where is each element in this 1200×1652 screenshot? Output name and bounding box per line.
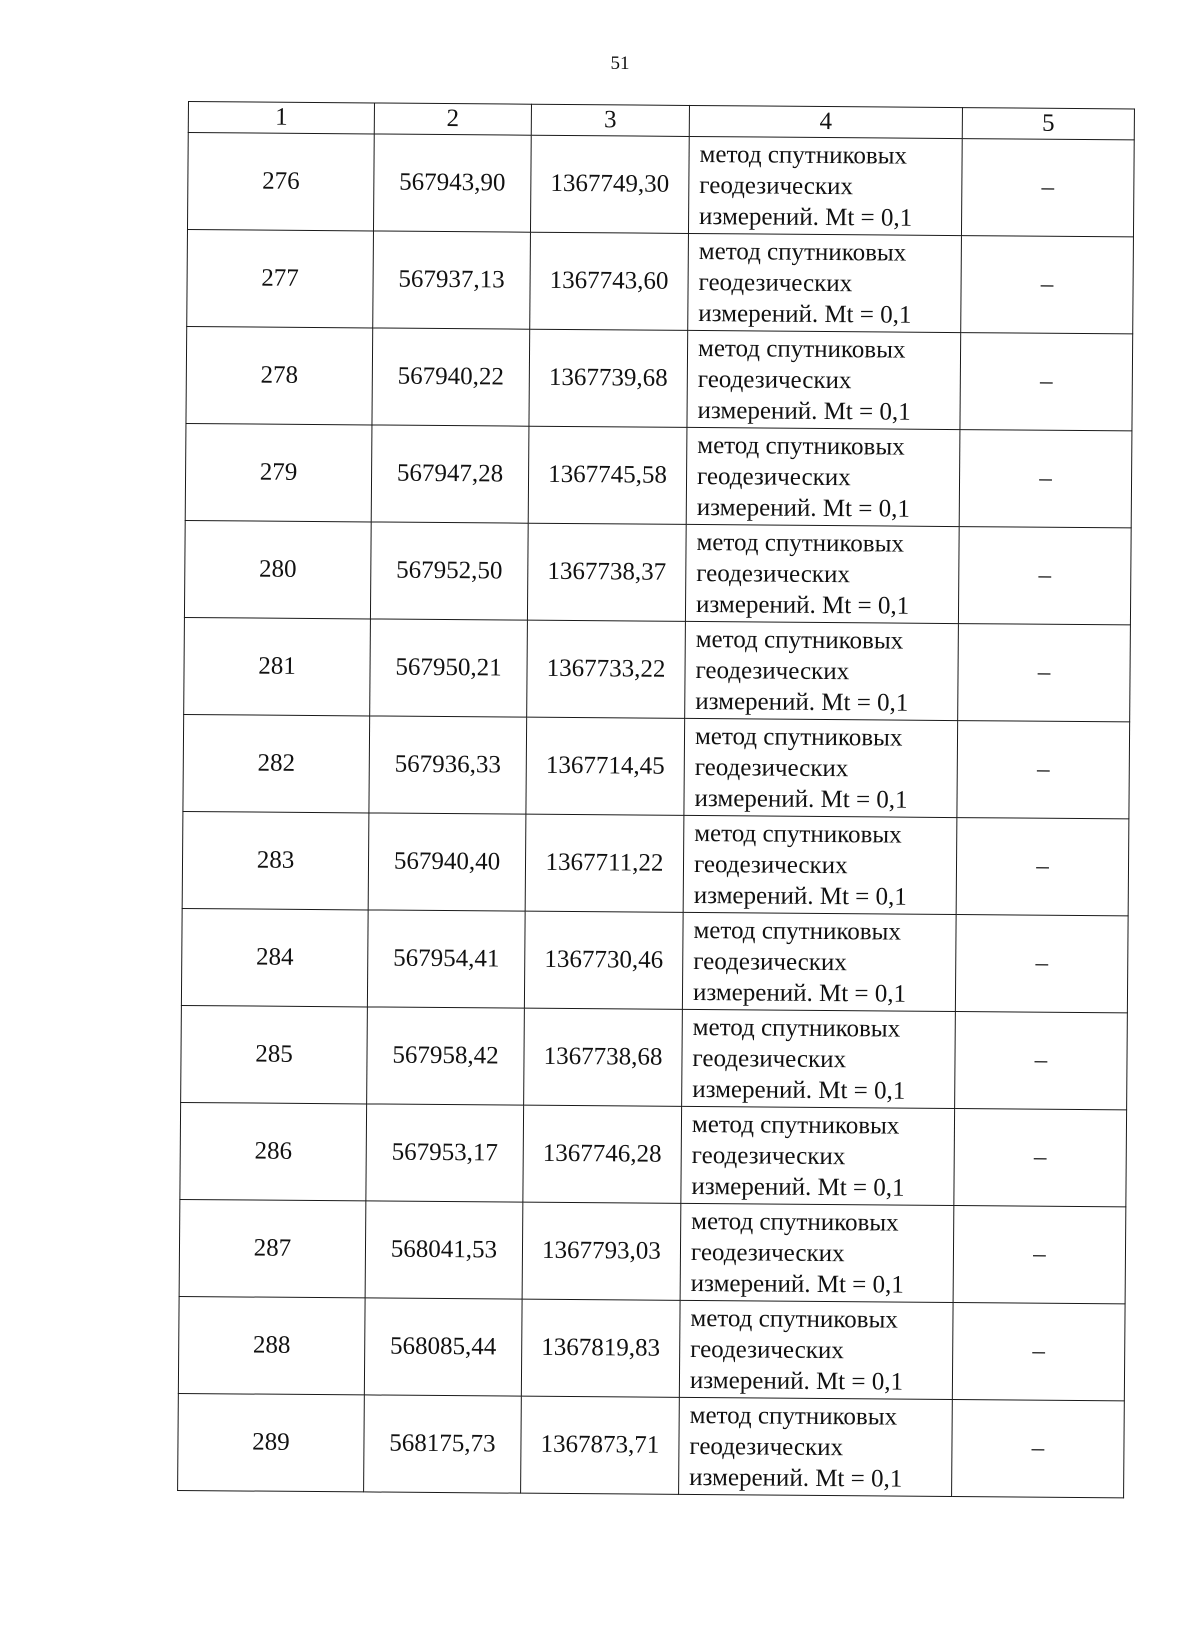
coordinate-y-cell: 1367793,03 [522, 1202, 681, 1300]
point-number-cell: 283 [182, 811, 369, 909]
coordinates-table-wrapper [177, 101, 1134, 1498]
note-cell: – [959, 430, 1132, 528]
method-cell [686, 427, 960, 526]
table-row [180, 1102, 1127, 1206]
method-line: измерений. Mt = 0,1 [696, 493, 911, 523]
method-line: измерений. Mt = 0,1 [692, 1075, 906, 1105]
method-line: геодезических [696, 462, 851, 491]
point-number-cell: 285 [181, 1005, 368, 1103]
method-line: измерений. Mt = 0,1 [690, 1269, 904, 1299]
table-row [178, 1393, 1125, 1497]
coordinate-y-cell: 1367714,45 [526, 717, 685, 815]
method-line: геодезических [697, 365, 852, 394]
point-number-cell: 280 [184, 520, 371, 618]
table-row [181, 1005, 1128, 1109]
coordinate-y-cell: 1367739,68 [529, 329, 688, 427]
point-number-cell: 284 [181, 908, 368, 1006]
coordinate-y-cell: 1367743,60 [530, 232, 689, 330]
coordinate-x-cell: 567954,41 [367, 910, 525, 1008]
note-cell: – [955, 1012, 1128, 1110]
point-number-cell: 278 [186, 326, 373, 424]
method-line: измерений. Mt = 0,1 [695, 687, 909, 717]
method-line: метод спутниковых [692, 1013, 901, 1043]
header-col-5: 5 [962, 108, 1134, 140]
method-cell [682, 1009, 956, 1108]
point-number-cell: 281 [184, 617, 371, 715]
method-line: геодезических [698, 268, 853, 297]
method-line: метод спутниковых [691, 1110, 900, 1140]
point-number-cell: 276 [187, 133, 374, 231]
method-line: метод спутниковых [697, 334, 906, 364]
method-line: геодезических [690, 1335, 844, 1364]
method-cell [682, 912, 956, 1011]
coordinate-y-cell: 1367749,30 [530, 135, 689, 233]
table-body [178, 133, 1135, 1498]
method-line: метод спутниковых [696, 528, 905, 558]
note-cell: – [961, 139, 1134, 237]
method-line: геодезических [689, 1432, 844, 1461]
table-row [185, 423, 1132, 527]
point-number-cell: 289 [178, 1393, 365, 1491]
method-line: измерений. Mt = 0,1 [695, 590, 910, 620]
table-row [187, 133, 1134, 237]
coordinate-x-cell: 567937,13 [373, 231, 531, 329]
coordinate-x-cell: 567936,33 [369, 716, 527, 814]
method-line: геодезических [692, 1044, 847, 1073]
method-cell [685, 621, 959, 720]
coordinate-y-cell: 1367873,71 [521, 1396, 680, 1494]
note-cell: – [952, 1400, 1125, 1498]
method-cell [680, 1203, 954, 1302]
table-row [183, 714, 1130, 818]
method-line: измерений. Mt = 0,1 [693, 881, 907, 911]
method-line: геодезических [699, 171, 854, 200]
method-cell [688, 136, 962, 235]
note-cell: – [961, 236, 1134, 334]
coordinate-y-cell: 1367711,22 [525, 814, 684, 912]
method-cell [679, 1397, 953, 1496]
method-cell [679, 1300, 953, 1399]
coordinate-x-cell: 567958,42 [367, 1007, 525, 1105]
method-line: метод спутниковых [699, 140, 908, 170]
method-line: геодезических [693, 850, 848, 879]
method-line: геодезических [696, 559, 851, 588]
table-row [178, 1296, 1125, 1400]
note-cell: – [953, 1206, 1126, 1304]
page-number: 51 [610, 53, 630, 74]
method-line: измерений. Mt = 0,1 [691, 1172, 905, 1202]
table-row [181, 908, 1128, 1012]
method-line: геодезических [690, 1238, 845, 1267]
method-line: измерений. Mt = 0,1 [699, 202, 913, 232]
method-line: измерений. Mt = 0,1 [694, 784, 908, 814]
coordinate-y-cell: 1367745,58 [528, 426, 687, 524]
coordinate-x-cell: 568041,53 [365, 1201, 523, 1299]
note-cell: – [955, 915, 1128, 1013]
method-cell [683, 815, 957, 914]
method-line: метод спутниковых [693, 916, 902, 946]
method-line: метод спутниковых [690, 1304, 898, 1334]
coordinate-x-cell: 568175,73 [364, 1395, 522, 1493]
table-row [186, 326, 1133, 430]
point-number-cell: 277 [187, 229, 374, 327]
coordinates-table [177, 101, 1135, 1498]
method-cell [681, 1106, 955, 1205]
method-line: метод спутниковых [697, 431, 905, 461]
method-line: метод спутниковых [695, 625, 904, 655]
coordinate-x-cell: 567947,28 [371, 425, 529, 523]
coordinate-x-cell: 567950,21 [370, 619, 528, 717]
coordinate-y-cell: 1367738,68 [524, 1008, 683, 1106]
coordinate-x-cell: 567943,90 [373, 134, 531, 232]
method-line: метод спутниковых [691, 1207, 899, 1237]
method-line: измерений. Mt = 0,1 [692, 978, 907, 1008]
note-cell: – [960, 333, 1133, 431]
method-line: геодезических [695, 656, 850, 685]
method-line: измерений. Mt = 0,1 [698, 299, 912, 329]
header-col-3: 3 [531, 104, 689, 136]
table-row [184, 520, 1131, 624]
point-number-cell: 279 [185, 423, 372, 521]
header-col-1: 1 [188, 102, 374, 134]
table-row [179, 1199, 1126, 1303]
note-cell: – [954, 1109, 1127, 1207]
method-line: измерений. Mt = 0,1 [697, 396, 911, 426]
coordinate-x-cell: 567940,40 [368, 813, 526, 911]
note-cell: – [957, 721, 1130, 819]
method-cell [684, 718, 958, 817]
method-line: метод спутниковых [698, 237, 907, 267]
method-line: измерений. Mt = 0,1 [689, 1366, 904, 1396]
header-col-2: 2 [374, 103, 531, 135]
coordinate-x-cell: 567953,17 [366, 1104, 524, 1202]
note-cell: – [952, 1303, 1125, 1401]
method-line: геодезических [694, 753, 849, 782]
point-number-cell: 287 [179, 1199, 366, 1297]
point-number-cell: 282 [183, 714, 370, 812]
coordinate-x-cell: 567940,22 [372, 328, 530, 426]
coordinate-y-cell: 1367746,28 [523, 1105, 682, 1203]
note-cell: – [956, 818, 1129, 916]
note-cell: – [958, 527, 1131, 625]
method-line: геодезических [691, 1141, 846, 1170]
table-row [187, 229, 1134, 333]
coordinate-y-cell: 1367730,46 [524, 911, 683, 1009]
coordinate-y-cell: 1367733,22 [527, 620, 686, 718]
method-line: измерений. Mt = 0,1 [689, 1463, 903, 1493]
method-line: метод спутниковых [694, 722, 903, 752]
coordinate-y-cell: 1367819,83 [521, 1299, 680, 1397]
table-row [182, 811, 1129, 915]
table-row [184, 617, 1131, 721]
coordinate-y-cell: 1367738,37 [527, 523, 686, 621]
note-cell: – [958, 624, 1131, 722]
method-line: геодезических [693, 947, 847, 976]
header-col-4: 4 [689, 105, 962, 138]
method-line: метод спутниковых [689, 1401, 898, 1431]
coordinate-x-cell: 567952,50 [370, 522, 528, 620]
point-number-cell: 288 [178, 1296, 365, 1394]
point-number-cell: 286 [180, 1102, 367, 1200]
coordinate-x-cell: 568085,44 [364, 1298, 522, 1396]
method-line: метод спутниковых [694, 819, 902, 849]
method-cell [685, 524, 959, 623]
method-cell [687, 330, 961, 429]
method-cell [688, 233, 962, 332]
